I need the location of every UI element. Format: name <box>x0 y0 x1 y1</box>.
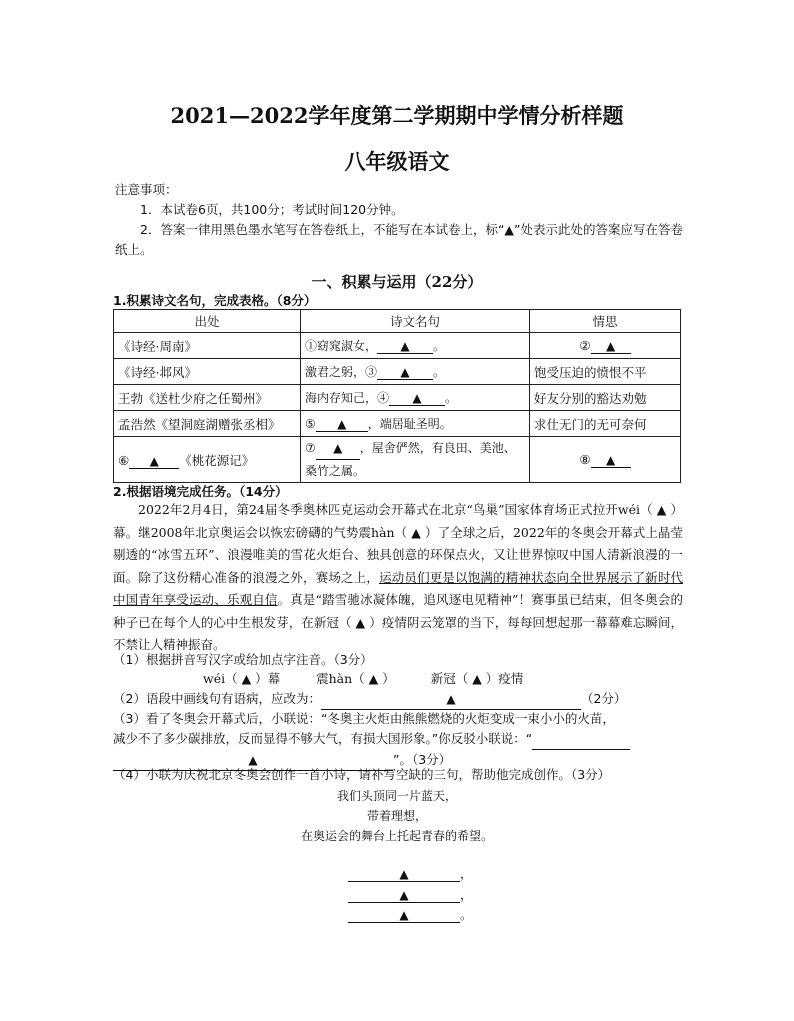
answer-blank: ▲ <box>129 453 179 469</box>
pinyin-item: 震hàn（ ▲ ） <box>316 671 395 686</box>
notes-heading: 注意事项： <box>115 182 178 197</box>
poem-line: 带着理想， <box>366 809 427 823</box>
poem-fill-line: ▲ ， <box>348 885 473 903</box>
table-row <box>114 437 681 483</box>
notes-item-2: 2．答案一律用黑色墨水笔写在答卷纸上，不能写在本试卷上，标“▲”处表示此处的答案应写在答卷纸上。 <box>115 222 684 257</box>
q1-heading: 1.积累诗文名句，完成表格。（8分） <box>113 293 317 308</box>
answer-blank: ▲ <box>591 338 631 354</box>
source-cell: 孟浩然《望洞庭湖赠张丞相》 <box>114 411 301 437</box>
table-row <box>114 385 681 411</box>
answer-blank: ▲ <box>377 365 433 380</box>
table-row <box>114 333 681 359</box>
answer-blank: ▲ <box>321 689 581 710</box>
subquestion-2: （2）语段中画线句有语病，应改为： ▲ （2分） <box>113 689 688 710</box>
poem-fill-line: ▲ ， <box>348 864 473 882</box>
table-row <box>114 359 681 385</box>
answer-blank: ▲ <box>348 866 460 882</box>
poem-line: 在奥运会的舞台上托起青春的希望。 <box>300 829 493 843</box>
source-cell: ⑥ ▲ 《桃花源记》 <box>114 437 301 483</box>
answer-blank: ▲ <box>389 391 445 406</box>
answer-blank <box>532 729 630 750</box>
feeling-cell: 求仕无门的无可奈何 <box>530 411 681 437</box>
column-header: 情思 <box>530 310 681 333</box>
subquestion-1-items <box>203 669 683 689</box>
source-cell: 《诗经·周南》 <box>114 333 301 359</box>
underlined-sentence: 运动员们更是以饱满的精神状态向全世界展示了新时代中国青年享受运动、乐观自信 <box>113 569 683 607</box>
subquestion-3: （3）看了冬奥会开幕式后，小联说：“冬奥主火炬由熊熊燃烧的火炬变成一束小小的火苗， 减少不了多少碳排放，反而显得不够大气，有损大国形象。”你反驳小联说：“ ▲ ”。（3分） <box>113 709 688 771</box>
answer-blank: ▲ <box>316 417 368 432</box>
line-cell: ⑦ ▲ ，屋舍俨然，有良田、美池、桑竹之属。 <box>301 437 530 483</box>
pinyin-item: wéi（ ▲ ）幕 <box>203 671 281 686</box>
column-header: 出处 <box>114 310 301 333</box>
line-cell: 激君之躬，③ ▲ 。 <box>301 359 530 385</box>
subquestion-1: （1）根据拼音写汉字或给加点字注音。（3分） <box>113 652 373 667</box>
poem-lines <box>0 786 794 846</box>
answer-blank: ▲ <box>113 750 393 771</box>
source-cell: 《诗经·邶风》 <box>114 359 301 385</box>
answer-blank: ▲ <box>316 437 360 460</box>
exam-subtitle: 八年级语文 <box>344 149 450 174</box>
poem-line: 我们头顶同一片蓝天， <box>336 789 457 803</box>
feeling-cell: 饱受压迫的愤恨不平 <box>530 359 681 385</box>
answer-blank: ▲ <box>377 339 433 354</box>
feeling-cell: ② ▲ <box>530 333 681 359</box>
poem-fill-line: ▲ 。 <box>348 905 473 923</box>
table-header-row <box>114 310 681 333</box>
answer-blank: ▲ <box>348 887 460 903</box>
exam-notes <box>115 180 685 260</box>
passage-text: 2022年2月4日，第24届冬季奥林匹克运动会开幕式在北京“鸟巢”国家体育场正式拉开wéi（ ▲ ）幕。继2008年北京奥运会以恢宏磅礴的气势震hàn（ ▲ ）了全球之后，2022年的冬奥会开幕式上晶莹剔透的“冰雪五环”、浪漫唯美的雪花火炬台、独具创意的环保点火，又让世界惊叹中国人清新浪漫的一面。除了这份精心准备的浪漫之外，赛场之上， <box>113 502 683 585</box>
column-header: 诗文名句 <box>301 310 530 333</box>
table-row <box>114 411 681 437</box>
q2-heading: 2.根据语境完成任务。（14分） <box>113 484 288 499</box>
section-1-heading: 一、积累与运用（22分） <box>311 273 483 291</box>
answer-blank: ▲ <box>591 452 631 468</box>
feeling-cell: 好友分别的豁达劝勉 <box>530 385 681 411</box>
subquestion-4: （4）小联为庆祝北京冬奥会创作一首小诗，请补写空缺的三句，帮助他完成创作。（3分） <box>113 767 611 782</box>
pinyin-item: 新冠（ ▲ ）疫情 <box>430 671 524 686</box>
exam-title: 2021—2022学年度第二学期期中学情分析样题 <box>170 103 624 128</box>
reading-passage <box>113 499 683 657</box>
answer-blank: ▲ <box>348 907 460 923</box>
source-cell: 王勃《送杜少府之任蜀州》 <box>114 385 301 411</box>
passage-text: 。真是“踏雪驰冰凝体魄，追风逐电见精神”！赛事虽已结束，但冬奥会的种子已在每个人的心中生根发芽，在新冠（ ▲ ）疫情阴云笼罩的当下，每每回想起那一幕幕难忘瞬间，不禁让人精神振奋。 <box>113 592 683 652</box>
line-cell: ①窈窕淑女， ▲ 。 <box>301 333 530 359</box>
feeling-cell: ⑧ ▲ <box>530 437 681 483</box>
poem-table <box>113 309 681 483</box>
line-cell: ⑤ ▲ ，端居耻圣明。 <box>301 411 530 437</box>
notes-item-1: 1．本试卷6页，共100分；考试时间120分钟。 <box>140 202 404 217</box>
line-cell: 海内存知己，④ ▲ 。 <box>301 385 530 411</box>
